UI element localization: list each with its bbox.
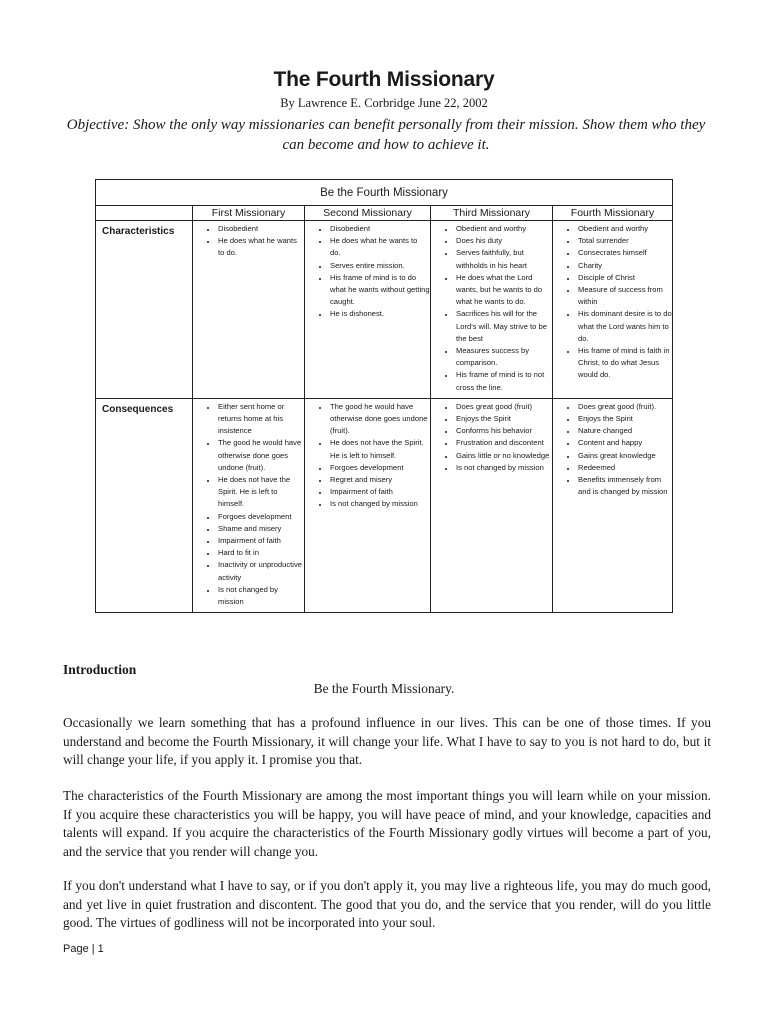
list-item: • The good he would have otherwise done goes undone (fruit). — [217, 437, 304, 474]
body-paragraph: Occasionally we learn something that has a profound influence in our lives. This can be one of those times. If you understand and become the Fourth Missionary, it will change your life. What I have to say to you is not hard to do, but it will change your life, if you apply it. I promise you that. — [63, 715, 711, 767]
list-item: • Obedient and worthy — [577, 223, 672, 235]
list-item: • Impairment of faith — [217, 535, 304, 547]
bullet-list — [305, 401, 430, 511]
row-header: Characteristics — [96, 221, 193, 399]
list-item: • Disciple of Christ — [577, 272, 672, 284]
bullet-list — [193, 223, 304, 260]
row-header: Consequences — [96, 398, 193, 612]
byline: By Lawrence E. Corbridge June 22, 2002 — [280, 96, 488, 110]
list-item: • Disobedient — [217, 223, 304, 235]
list-item: • He does not have the Spirit. He is left to himself. — [217, 474, 304, 511]
list-item: • Hard to fit in — [217, 547, 304, 559]
list-item: • Frustration and discontent — [455, 437, 552, 449]
table-cell — [553, 221, 673, 399]
list-item: • Conforms his behavior — [455, 425, 552, 437]
list-item: • Sacrifices his will for the Lord's will. May strive to be the best — [455, 308, 552, 345]
bullet-list — [431, 223, 552, 394]
list-item: • Serves faithfully, but withholds in his heart — [455, 247, 552, 271]
column-header: Second Missionary — [305, 206, 431, 221]
list-item: • Measure of success from within — [577, 284, 672, 308]
missionary-table — [95, 179, 673, 613]
bullet-list — [193, 401, 304, 608]
bullet-list — [553, 223, 672, 382]
list-item: • Either sent home or returns home at his insistence — [217, 401, 304, 438]
body-paragraph: If you don't understand what I have to say, or if you don't apply it, you may live a righteous life, you may do much good, and yet live in quiet frustration and discontent. The good that you do, and the service that you render, will do you little good. The virtues of godliness will not be incorporated into your soul. — [63, 878, 711, 930]
body-paragraph: The characteristics of the Fourth Missionary are among the most important things you will learn while on your mission. If you acquire these characteristics you will be happy, you will have peace of mind, and your knowledge, capacities and talents will expand. If you acquire the characteristics of the Fourth Missionary godly virtues will become a part of you, and the service that you render will change you. — [63, 788, 711, 859]
table-cell — [193, 398, 305, 612]
section-subheading: Be the Fourth Missionary. — [313, 681, 455, 696]
list-item: • Forgoes development — [329, 462, 430, 474]
column-header: Third Missionary — [431, 206, 553, 221]
list-item: • Enjoys the Spirit — [455, 413, 552, 425]
list-item: • He does what the Lord wants, but he wants to do what he wants to do. — [455, 272, 552, 309]
list-item: • Benefits immensely from and is changed by mission — [577, 474, 672, 498]
list-item: • Measures success by comparison. — [455, 345, 552, 369]
list-item: • Forgoes development — [217, 511, 304, 523]
list-item: • Does great good (fruit). — [577, 401, 672, 413]
page-number: Page | 1 — [63, 943, 104, 955]
column-header: First Missionary — [193, 206, 305, 221]
list-item: • Redeemed — [577, 462, 672, 474]
column-header: Fourth Missionary — [553, 206, 673, 221]
table-corner-cell — [96, 206, 193, 221]
list-item: • Enjoys the Spirit — [577, 413, 672, 425]
list-item: • Is not changed by mission — [455, 462, 552, 474]
list-item: • Does great good (fruit) — [455, 401, 552, 413]
list-item: • His frame of mind is faith in Christ, to do what Jesus would do. — [577, 345, 672, 382]
table-cell — [431, 221, 553, 399]
list-item: • Consecrates himself — [577, 247, 672, 259]
table-title: Be the Fourth Missionary — [96, 180, 673, 206]
list-item: • Obedient and worthy — [455, 223, 552, 235]
bullet-list — [305, 223, 430, 321]
list-item: • Is not changed by mission — [329, 498, 430, 510]
section-heading: Introduction — [63, 662, 137, 677]
list-item: • Does his duty — [455, 235, 552, 247]
list-item: • Content and happy — [577, 437, 672, 449]
list-item: • He is dishonest. — [329, 308, 430, 320]
table-row — [96, 398, 673, 612]
list-item: • Shame and misery — [217, 523, 304, 535]
list-item: • His frame of mind is to not cross the line. — [455, 369, 552, 393]
list-item: • He does not have the Spirit. He is left to himself. — [329, 437, 430, 461]
list-item: • Inactivity or unproductive activity — [217, 559, 304, 583]
list-item: • Is not changed by mission — [217, 584, 304, 608]
list-item: • Gains great knowledge — [577, 450, 672, 462]
table-cell — [553, 398, 673, 612]
list-item: • The good he would have otherwise done goes undone (fruit). — [329, 401, 430, 438]
document-title: The Fourth Missionary — [273, 68, 495, 91]
list-item: • Regret and misery — [329, 474, 430, 486]
list-item: • Gains little or no knowledge — [455, 450, 552, 462]
list-item: • Disobedient — [329, 223, 430, 235]
list-item: • Serves entire mission. — [329, 260, 430, 272]
bullet-list — [431, 401, 552, 474]
table-cell — [193, 221, 305, 399]
table-cell — [305, 398, 431, 612]
list-item: • His frame of mind is to do what he wants without getting caught. — [329, 272, 430, 309]
list-item: • His dominant desire is to do what the Lord wants him to do. — [577, 308, 672, 345]
table-cell — [305, 221, 431, 399]
table-cell — [431, 398, 553, 612]
bullet-list — [553, 401, 672, 499]
list-item: • Charity — [577, 260, 672, 272]
list-item: • He does what he wants to do. — [217, 235, 304, 259]
list-item: • Nature changed — [577, 425, 672, 437]
list-item: • Impairment of faith — [329, 486, 430, 498]
objective-text: Objective: Show the only way missionaries can benefit personally from their mission. Show them who they can become and how to achieve it. — [66, 117, 706, 153]
table-row — [96, 221, 673, 399]
list-item: • He does what he wants to do. — [329, 235, 430, 259]
list-item: • Total surrender — [577, 235, 672, 247]
